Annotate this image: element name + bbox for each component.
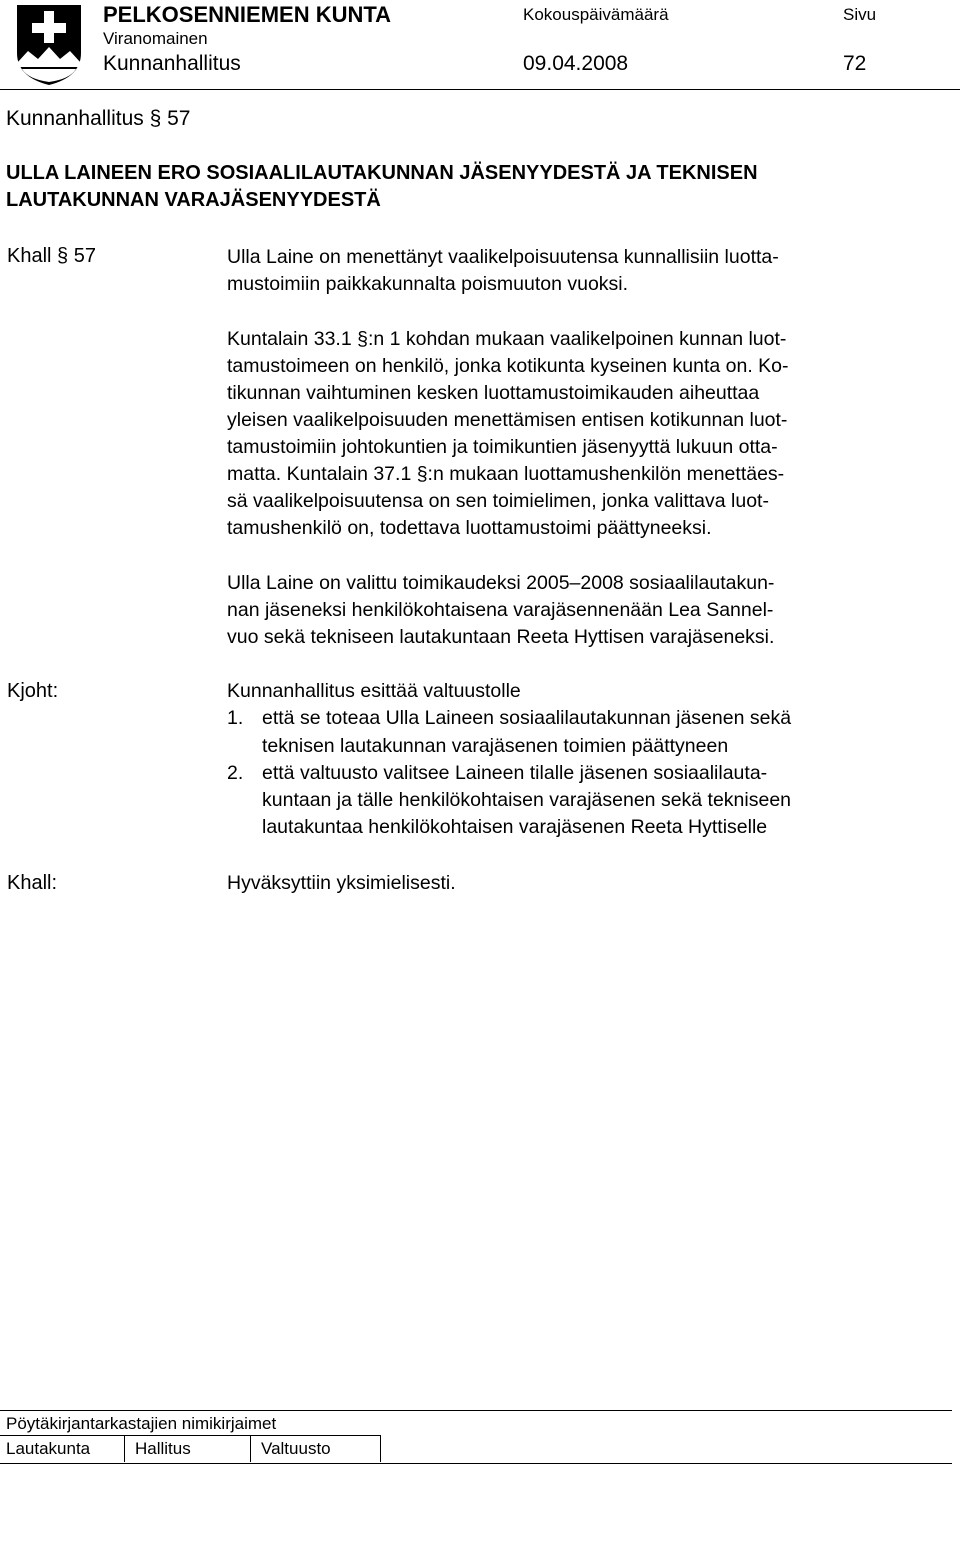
text-line: matta. Kuntalain 37.1 §:n mukaan luottamushenkilön menettäes- — [227, 463, 785, 485]
section-reference: Kunnanhallitus § 57 — [6, 107, 191, 130]
footer-cell-divider — [250, 1435, 251, 1462]
proposal-item-number: 2. — [227, 761, 244, 784]
paragraph-2 — [227, 326, 927, 542]
text-line: mustoimiin paikkakunnalta poismuuton vuoksi. — [227, 273, 629, 295]
footer-cell-divider — [380, 1435, 381, 1462]
text-line: sä vaalikelpoisuutensa on sen toimielimen, jonka valittava luot- — [227, 490, 769, 512]
municipal-coat-of-arms-icon — [14, 3, 84, 87]
text-line: tikunnan vaihtuminen kesken luottamustoimikauden aiheuttaa — [227, 382, 760, 404]
footer-title: Pöytäkirjantarkastajien nimikirjaimet — [6, 1414, 277, 1433]
item-title-line: LAUTAKUNNAN VARAJÄSENYYDESTÄ — [6, 189, 381, 211]
proposal-item — [227, 705, 791, 760]
text-line: Ulla Laine on valittu toimikaudeksi 2005–2008 sosiaalilautakun- — [227, 572, 775, 594]
proposal-item-line: että se toteaa Ulla Laineen sosiaalilautakunnan jäsenen sekä — [262, 707, 792, 730]
proposal-item-line: lautakuntaa henkilökohtaisen varajäsenen Reeta Hyttiselle — [262, 816, 768, 839]
text-line: nan jäseneksi henkilökohtaisena varajäsennenään Lea Sannel- — [227, 599, 774, 621]
text-line: Ulla Laine on menettänyt vaalikelpoisuutensa kunnallisiin luotta- — [227, 246, 779, 268]
item-title — [6, 160, 758, 214]
authority-name: Kunnanhallitus — [103, 52, 241, 75]
text-line: Kuntalain 33.1 §:n 1 kohdan mukaan vaalikelpoinen kunnan luot- — [227, 328, 787, 350]
footer-col-valtuusto: Valtuusto — [261, 1439, 331, 1458]
footer-cell-divider — [124, 1435, 125, 1462]
proposal-label: Kjoht: — [7, 680, 59, 702]
page-number: 72 — [843, 52, 867, 75]
item-title-line: ULLA LAINEEN ERO SOSIAALILAUTAKUNNAN JÄSENYYDESTÄ JA TEKNISEN — [6, 162, 758, 184]
header-divider — [0, 89, 960, 90]
footer-col-lautakunta: Lautakunta — [6, 1439, 91, 1458]
paragraph-3 — [227, 570, 927, 651]
decision-label: Khall: — [7, 872, 58, 894]
proposal-item — [227, 760, 791, 842]
text-line: tamustoimeen on henkilö, jonka kotikunta kyseinen kunta on. Ko- — [227, 355, 789, 377]
footer-col-hallitus: Hallitus — [135, 1439, 191, 1458]
proposal-item-line: että valtuusto valitsee Laineen tilalle jäsenen sosiaalilauta- — [262, 761, 768, 784]
footer-inner-divider — [0, 1435, 380, 1436]
text-line: tamustoimiin johtokuntien ja toimikuntien jäsenyyttä lukuun otta- — [227, 436, 778, 458]
khall-section-label: Khall § 57 — [7, 245, 96, 267]
municipality-name: PELKOSENNIEMEN KUNTA — [103, 2, 392, 27]
page-label: Sivu — [843, 5, 877, 24]
meeting-date: 09.04.2008 — [523, 52, 629, 75]
proposal-item-number: 1. — [227, 707, 244, 730]
meeting-date-label: Kokouspäivämäärä — [523, 5, 669, 24]
proposal-intro: Kunnanhallitus esittää valtuustolle — [227, 680, 521, 702]
text-line: yleisen vaalikelpoisuuden menettämisen entisen kotikunnan luot- — [227, 409, 788, 431]
proposal-block — [227, 678, 791, 842]
text-line: vuo sekä tekniseen lautakuntaan Reeta Hyttisen varajäseneksi. — [227, 626, 775, 648]
proposal-item-line: teknisen lautakunnan varajäsenen toimien päättyneen — [262, 734, 729, 757]
authority-label: Viranomainen — [103, 29, 208, 48]
paragraph-1 — [227, 244, 927, 298]
decision-text: Hyväksyttiin yksimielisesti. — [227, 872, 456, 894]
text-line: tamushenkilö on, todettava luottamustoimi päättyneeksi. — [227, 517, 712, 539]
proposal-item-line: kuntaan ja tälle henkilökohtaisen varajäsenen sekä tekniseen — [262, 789, 792, 812]
